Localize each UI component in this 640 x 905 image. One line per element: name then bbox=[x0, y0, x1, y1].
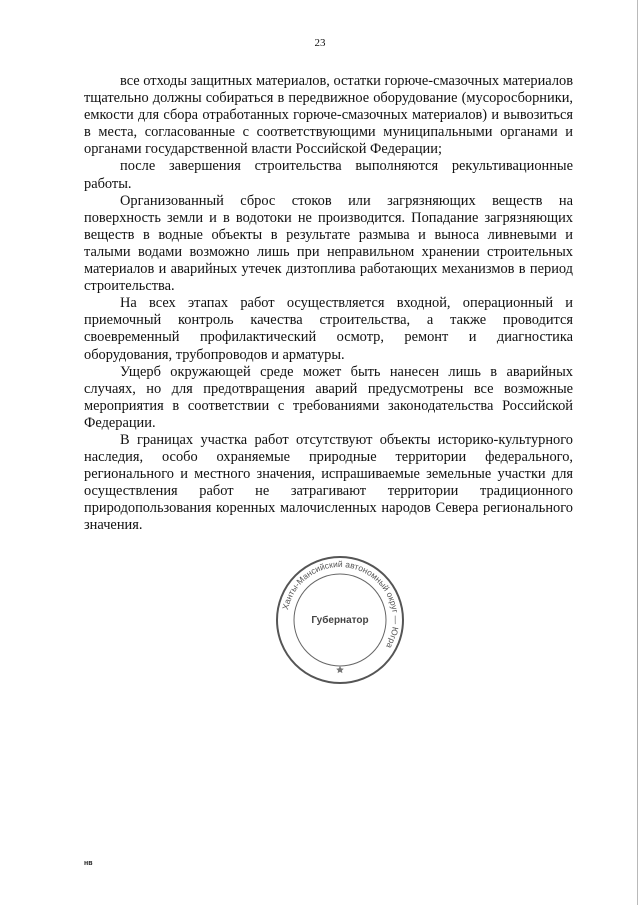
paragraph-discharge: Организованный сброс стоков или загрязняющих веществ на поверхность земли и в водотоки не производится. Попадание загрязняющих веществ в водные объекты в результате размыва и выноса ливневыми и талыми водами возможно лишь при неправильном хранении строительных материалов и аварийных утечек дизтоплива работающих механизмов в период строительства. bbox=[84, 192, 573, 295]
paragraph-recultivation: после завершения строительства выполняются рекультивационные работы. bbox=[84, 158, 573, 192]
paragraph-heritage: В границах участка работ отсутствуют объекты историко-культурного наследия, особо охраняемые природные территории федерального, регионального и местного значения, испрашиваемые земельные участки для осуществления работ не затрагивают территории традиционного природопользования коренных малочисленных народов Севера регионального значения. bbox=[84, 431, 573, 534]
stamp-center-text: Губернатор bbox=[311, 615, 369, 626]
footer-code: нв bbox=[84, 860, 93, 867]
page-number: 23 bbox=[314, 37, 326, 49]
scan-edge bbox=[637, 0, 638, 905]
body-text bbox=[84, 73, 573, 535]
paragraph-waste: все отходы защитных материалов, остатки горюче-смазочных материалов тщательно должны собираться в передвижное оборудование (мусоросборники, емкости для сбора отработанных горюче-смазочных материалов) и вывозиться в места, согласованные с соответствующими муниципальными органами и органами государственной власти Российской Федерации; bbox=[84, 73, 573, 158]
paragraph-quality-control: На всех этапах работ осуществляется входной, операционный и приемочный контроль качества строительства, а также проводится своевременный профилактический осмотр, ремонт и диагностика оборудования, трубопроводов и арматуры. bbox=[84, 295, 573, 363]
official-stamp bbox=[265, 556, 415, 684]
star-icon bbox=[336, 666, 344, 673]
stamp-ring-text: Ханты-Мансийский автономный округ — Югра bbox=[280, 558, 402, 651]
paragraph-damage: Ущерб окружающей среде может быть нанесен лишь в аварийных случаях, но для предотвращения аварий предусмотрены все возможные мероприятия в соответствии с требованиями законодательства Российской Федерации. bbox=[84, 363, 573, 431]
